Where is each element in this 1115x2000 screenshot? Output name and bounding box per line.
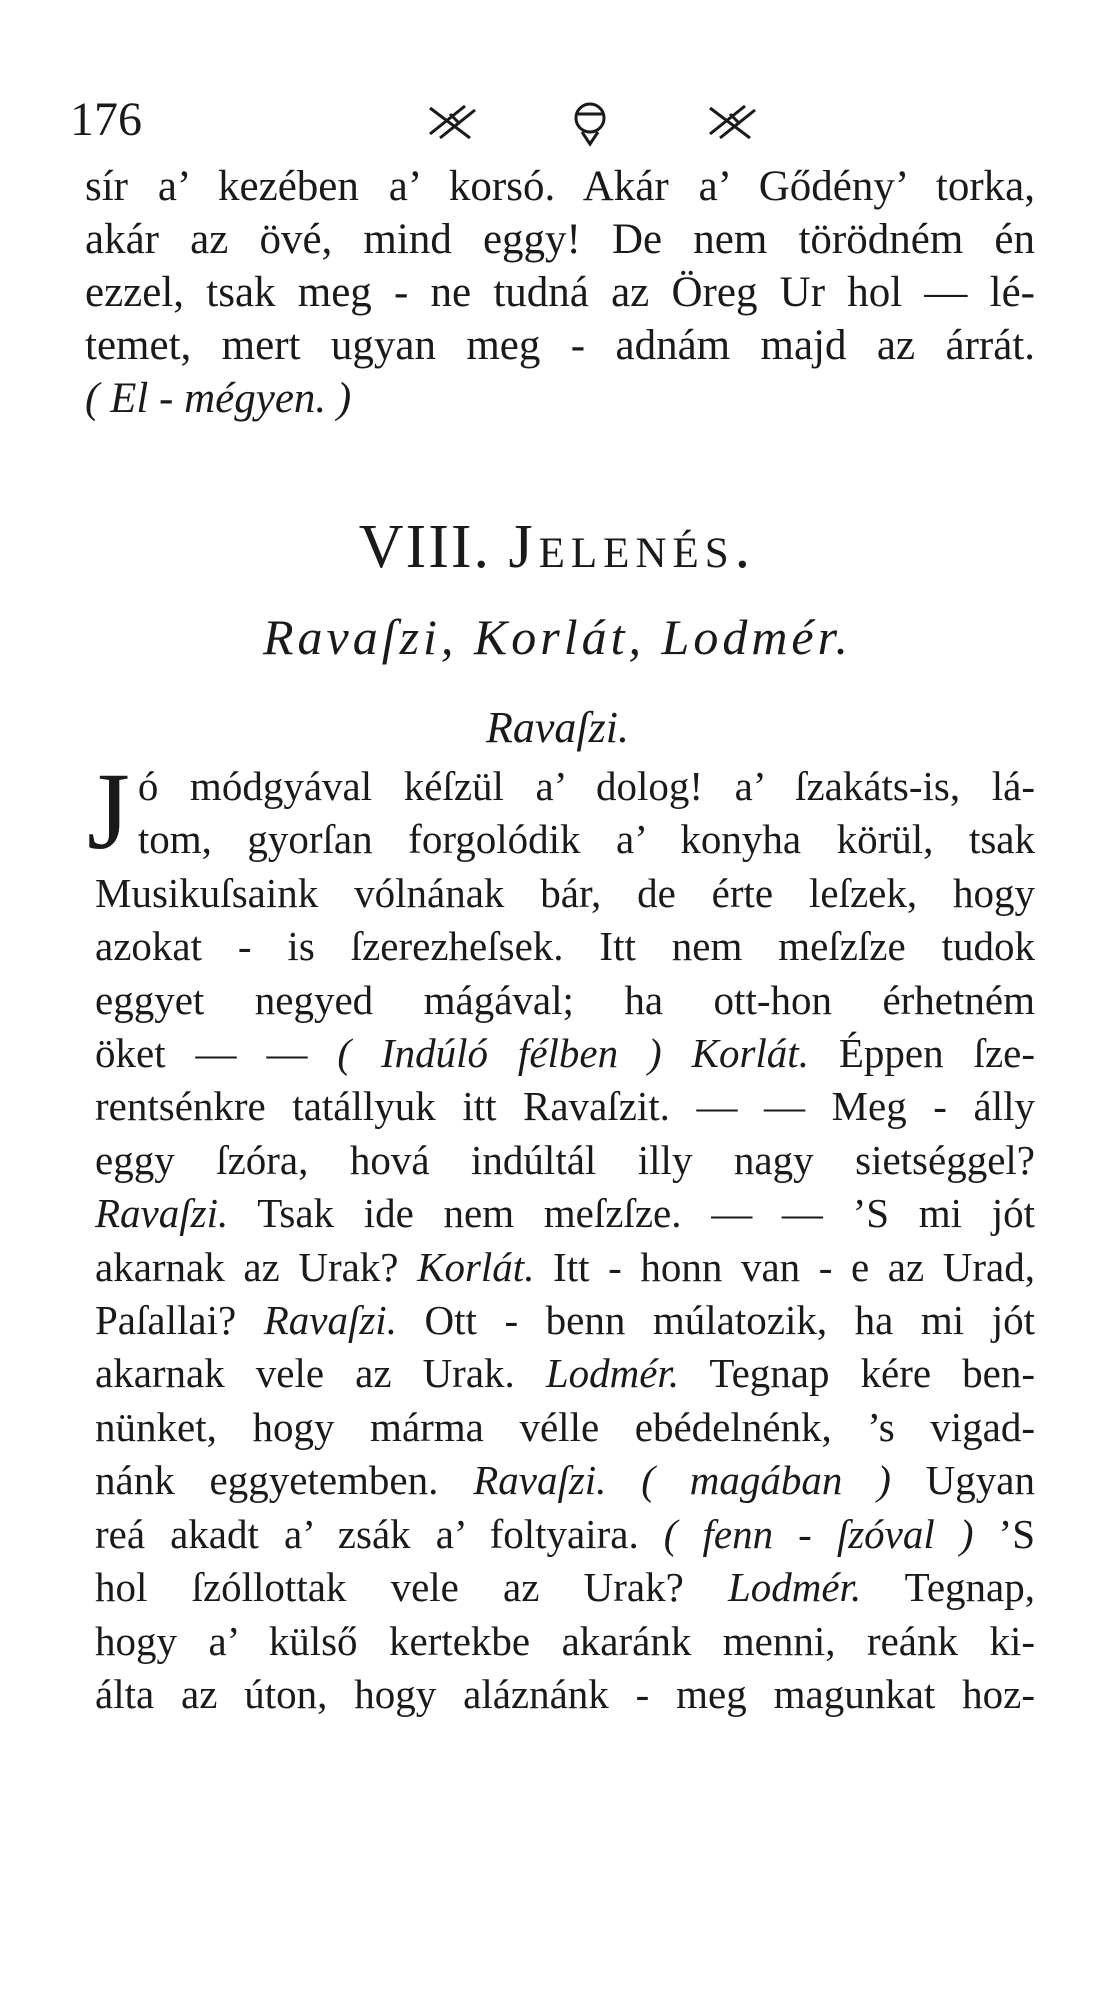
scene-number: VIII. [358, 513, 492, 581]
text-segment: öket — — [95, 1030, 338, 1077]
text-line [95, 1454, 1035, 1507]
text-line [95, 1187, 1035, 1240]
text-line: ezzel, tsak meg - ne tudná az Öreg Ur hol — lé- [85, 269, 1035, 316]
text-segment: Ott - benn múlatozik, ha mi jót [396, 1297, 1035, 1344]
text-segment: ’S [973, 1510, 1035, 1557]
text-segment: Éppen ſze- [808, 1030, 1035, 1077]
text-line: sír a’ kezében a’ korsó. Akár a’ Gődény’ torka, [85, 163, 1035, 210]
text-segment: Itt - honn van - e az Urad, [534, 1243, 1035, 1290]
page-header [70, 90, 1030, 160]
opening-text [85, 160, 1035, 425]
text-line [95, 1508, 1035, 1561]
text-segment: akarnak az Urak? [95, 1243, 418, 1290]
text-line: eggy ſzóra, hová indúltál illy nagy sietséggel? [95, 1136, 1035, 1183]
text-line: nünket, hogy márma vélle ebédelnénk, ’s vigad- [95, 1403, 1035, 1450]
speaker-name: Lodmér. [727, 1564, 862, 1611]
text-line [95, 1294, 1035, 1347]
speaker-name: Korlát. [417, 1243, 535, 1290]
text-segment: reá akadt a’ zsák a’ foltyaira. [95, 1510, 664, 1557]
text-line [95, 1241, 1035, 1294]
text-segment: Tsak ide nem meſzſze. — — ’S mi jót [228, 1190, 1035, 1237]
text-segment: nánk eggyetemben. [95, 1457, 474, 1504]
text-line: eggyet negyed mágával; ha ott-hon érhetném [95, 976, 1035, 1023]
ornament-icon [410, 94, 770, 150]
text-line: rentsénkre tatállyuk itt Ravaſzit. — — Meg - álly [95, 1083, 1035, 1130]
text-line [95, 1347, 1035, 1400]
text-line: Musikuſsaink vólnának bár, de érte leſzek, hogy [95, 869, 1035, 916]
drop-cap: J [87, 750, 130, 872]
speaker-heading: Ravaſzi. [486, 703, 629, 752]
text-line [95, 1027, 1035, 1080]
text-line: temet, mert ugyan meg - adnám majd az árrát. [85, 322, 1035, 369]
page-number: 176 [70, 93, 142, 146]
text-line: ó módgyával kéſzül a’ dolog! a’ ſzakáts-is, lá- [137, 763, 1035, 809]
stage-direction: ( fenn - ſzóval ) [663, 1510, 974, 1557]
speaker-name: Ravaſzi. [263, 1297, 397, 1344]
text-segment: Tegnap, [861, 1564, 1035, 1611]
speaker-name: Ravaſzi. [95, 1190, 229, 1237]
speaker-name: Lodmér. [545, 1350, 680, 1397]
text-segment: hol ſzóllottak vele az Urak? [95, 1564, 728, 1611]
text-line: azokat - is ſzerezheſsek. Itt nem meſzſze tudok [95, 923, 1035, 970]
text-line [95, 1561, 1035, 1614]
text-segment: Tegnap kére ben- [679, 1350, 1035, 1397]
scene-cast: Ravaſzi, Korlát, Lodmér. [262, 609, 853, 665]
dialogue-text [87, 750, 1035, 1721]
stage-direction: ( El - mégyen. ) [85, 375, 352, 422]
scene-title: Jelenés. [508, 513, 757, 581]
text-line: tom, gyorſan forgolódik a’ konyha körül, tsak [137, 816, 1035, 863]
text-segment: Paſallai? [95, 1297, 264, 1344]
text-line: álta az úton, hogy aláznánk - meg magunkat hoz- [95, 1670, 1035, 1717]
speaker-name: Ravaſzi. ( magában ) [473, 1457, 891, 1504]
text-line: akár az övé, mind eggy! De nem törödném én [85, 216, 1035, 263]
scene-heading [0, 510, 1115, 584]
stage-direction: ( Indúló félben ) Korlát. [337, 1030, 809, 1077]
text-line: hogy a’ külső kertekbe akaránk menni, reánk ki- [95, 1617, 1035, 1664]
text-segment: akarnak vele az Urak. [95, 1350, 546, 1397]
text-segment: Ugyan [890, 1457, 1035, 1504]
